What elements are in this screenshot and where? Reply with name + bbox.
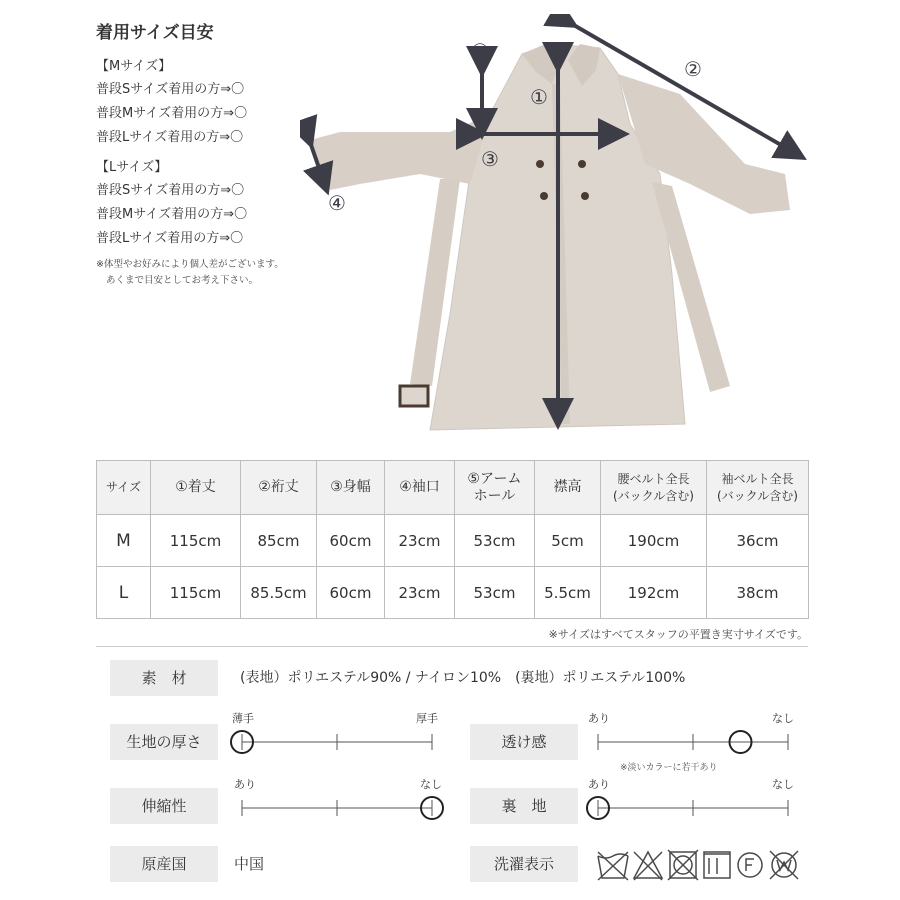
- table-cell: 5cm: [535, 515, 601, 567]
- table-cell: 115cm: [151, 515, 241, 567]
- header-armhole-line2: ホール: [473, 487, 516, 504]
- scale-track: [598, 800, 788, 816]
- guide-line: 普段Lサイズ着用の方⇒〇: [96, 130, 244, 145]
- care-icons: [596, 846, 802, 884]
- header-waist-belt-line2: (バックル含む): [612, 488, 694, 503]
- no-wet-clean-icon: [770, 851, 798, 879]
- dry-clean-f-icon: [738, 853, 762, 877]
- table-cell: 60cm: [317, 515, 385, 567]
- scale-track: [242, 734, 432, 750]
- transparency-left-label: あり: [588, 712, 610, 725]
- stretch-right-label: なし: [420, 778, 442, 791]
- thickness-label: 生地の厚さ: [110, 724, 218, 760]
- transparency-right-label: なし: [772, 712, 794, 725]
- care-label: 洗濯表示: [470, 846, 578, 882]
- no-tumble-dry-icon: [668, 850, 698, 880]
- guide-line: 普段Lサイズ着用の方⇒〇: [96, 231, 244, 246]
- table-cell: 53cm: [455, 567, 535, 619]
- header-armhole-line1: ⑤アーム: [467, 470, 522, 487]
- guide-note-line1: ※体型やお好みにより個人差がございます。: [96, 259, 284, 270]
- guide-note-line2: あくまで目安としてお考え下さい。: [106, 275, 259, 286]
- guide-line: 普段Mサイズ着用の方⇒〇: [96, 207, 248, 222]
- material-value: (表地）ポリエステル90% / ナイロン10% (裏地）ポリエステル100%: [240, 670, 686, 686]
- table-cell: 53cm: [455, 515, 535, 567]
- thickness-scale: [230, 728, 438, 756]
- header-waist-belt: [601, 461, 707, 515]
- table-cell-size: L: [97, 567, 151, 619]
- header-waist-belt-line1: 腰ベルト全長: [617, 471, 690, 486]
- thickness-left-label: 薄手: [232, 712, 254, 725]
- table-cell: 23cm: [385, 515, 455, 567]
- header-sleeve-belt-line2: (バックル含む): [716, 488, 798, 503]
- table-cell: 23cm: [385, 567, 455, 619]
- group-title-l: 【Lサイズ】: [96, 160, 168, 175]
- line-dry-icon: [704, 852, 730, 878]
- thickness-right-label: 厚手: [416, 712, 438, 725]
- scale-track: [242, 800, 432, 816]
- lining-scale: [586, 794, 794, 822]
- origin-value: 中国: [234, 855, 265, 873]
- stretch-left-label: あり: [234, 778, 256, 791]
- header-cuff: ④袖口: [385, 461, 455, 515]
- table-cell: 85.5cm: [241, 567, 317, 619]
- stretch-label: 伸縮性: [110, 788, 218, 824]
- group-title-m: 【Mサイズ】: [96, 59, 172, 74]
- transparency-label: 透け感: [470, 724, 578, 760]
- coat-measurement-diagram: [300, 14, 820, 444]
- table-cell: 192cm: [601, 567, 707, 619]
- size-guide-title: 着用サイズ目安: [96, 23, 214, 43]
- marker-4: ④: [328, 191, 346, 215]
- table-cell-size: M: [97, 515, 151, 567]
- table-cell: 60cm: [317, 567, 385, 619]
- marker-5: ⑤: [471, 39, 489, 63]
- header-armhole: [455, 461, 535, 515]
- header-yuki: ②裄丈: [241, 461, 317, 515]
- table-cell: 115cm: [151, 567, 241, 619]
- guide-line: 普段Sサイズ着用の方⇒〇: [96, 82, 245, 97]
- table-cell: 5.5cm: [535, 567, 601, 619]
- guide-line: 普段Mサイズ着用の方⇒〇: [96, 106, 248, 121]
- header-width: ③身幅: [317, 461, 385, 515]
- table-note: ※サイズはすべてスタッフの平置き実寸サイズです。: [548, 628, 808, 641]
- scale-track: [598, 734, 788, 750]
- table-row: [97, 567, 809, 619]
- table-row: [97, 515, 809, 567]
- table-cell: 190cm: [601, 515, 707, 567]
- lining-label: 裏 地: [470, 788, 578, 824]
- header-length: ①着丈: [151, 461, 241, 515]
- transparency-scale: [586, 728, 794, 756]
- size-table-header: [97, 461, 809, 515]
- no-hand-wash-icon: [598, 852, 628, 880]
- table-cell: 38cm: [707, 567, 809, 619]
- lining-right-label: なし: [772, 778, 794, 791]
- marker-1: ①: [530, 85, 548, 109]
- material-label: 素 材: [110, 660, 218, 696]
- header-collar-height: 襟高: [535, 461, 601, 515]
- marker-2: ②: [684, 57, 702, 81]
- table-cell: 85cm: [241, 515, 317, 567]
- size-table: [96, 460, 809, 619]
- stretch-scale: [230, 794, 444, 822]
- header-sleeve-belt: [707, 461, 809, 515]
- transparency-note: ※淡いカラーに若干あり: [620, 763, 718, 773]
- marker-3: ③: [481, 147, 499, 171]
- lining-left-label: あり: [588, 778, 610, 791]
- header-size: サイズ: [97, 461, 151, 515]
- header-sleeve-belt-line1: 袖ベルト全長: [721, 471, 794, 486]
- coat-illustration: [310, 42, 790, 430]
- origin-label: 原産国: [110, 846, 218, 882]
- divider: [96, 646, 808, 647]
- no-bleach-icon: [634, 852, 662, 880]
- guide-line: 普段Sサイズ着用の方⇒〇: [96, 183, 245, 198]
- table-cell: 36cm: [707, 515, 809, 567]
